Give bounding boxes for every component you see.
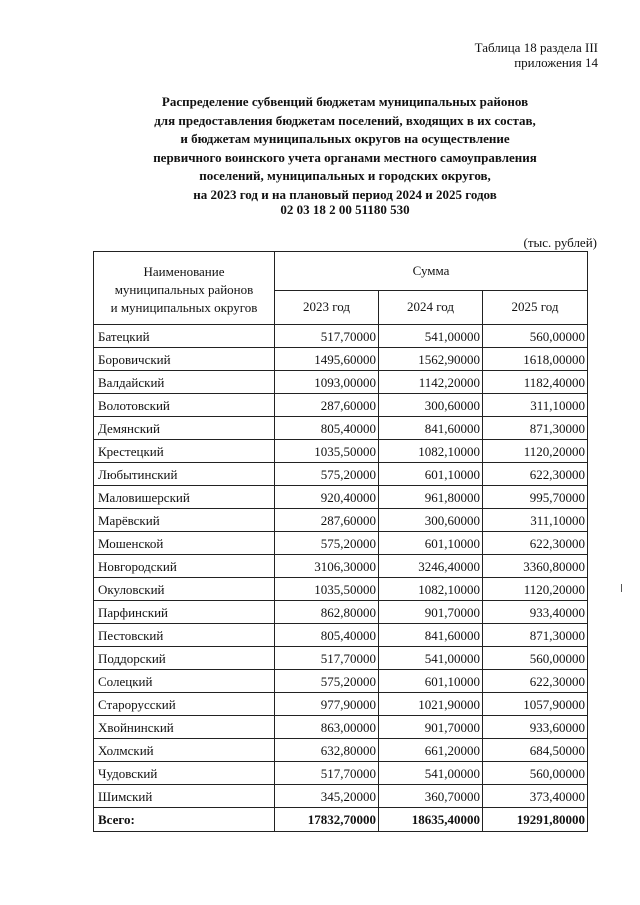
table-row (94, 325, 588, 348)
unit-label: (тыс. рублей) (523, 235, 597, 250)
value-2024: 541,00000 (379, 325, 483, 348)
title-line: и бюджетам муниципальных округов на осуществление (180, 131, 510, 146)
value-2025: 933,40000 (483, 601, 588, 624)
value-2023: 517,70000 (275, 325, 379, 348)
value-2024: 3246,40000 (379, 555, 483, 578)
district-name: Шимский (94, 785, 275, 808)
table-row (94, 624, 588, 647)
district-name: Поддорский (94, 647, 275, 670)
value-2024: 601,10000 (379, 532, 483, 555)
value-2024: 1142,20000 (379, 371, 483, 394)
total-row (94, 808, 588, 832)
value-2024: 300,60000 (379, 394, 483, 417)
year-header-2024: 2024 год (379, 290, 483, 324)
value-2025: 1057,90000 (483, 693, 588, 716)
value-2025: 1182,40000 (483, 371, 588, 394)
sum-column-header: Сумма (275, 252, 588, 291)
district-name: Холмский (94, 739, 275, 762)
value-2024: 541,00000 (379, 762, 483, 785)
value-2023: 805,40000 (275, 624, 379, 647)
table-reference (475, 40, 598, 70)
table-row (94, 371, 588, 394)
value-2023: 805,40000 (275, 417, 379, 440)
value-2023: 517,70000 (275, 647, 379, 670)
value-2025: 933,60000 (483, 716, 588, 739)
value-2025: 871,30000 (483, 417, 588, 440)
value-2024: 1082,10000 (379, 440, 483, 463)
table-row (94, 509, 588, 532)
value-2023: 575,20000 (275, 532, 379, 555)
value-2024: 1021,90000 (379, 693, 483, 716)
year-header-2025: 2025 год (483, 290, 588, 324)
value-2023: 575,20000 (275, 463, 379, 486)
value-2024: 901,70000 (379, 716, 483, 739)
value-2024: 601,10000 (379, 670, 483, 693)
name-header-line: муниципальных районов (114, 282, 254, 297)
value-2023: 575,20000 (275, 670, 379, 693)
value-2024: 541,00000 (379, 647, 483, 670)
table-row (94, 670, 588, 693)
value-2023: 1093,00000 (275, 371, 379, 394)
table-row (94, 762, 588, 785)
name-column-header (94, 252, 275, 325)
total-2025: 19291,80000 (483, 808, 588, 832)
district-name: Старорусский (94, 693, 275, 716)
value-2025: 311,10000 (483, 509, 588, 532)
value-2023: 862,80000 (275, 601, 379, 624)
value-2023: 920,40000 (275, 486, 379, 509)
name-header-line: Наименование (143, 264, 225, 279)
district-name: Марёвский (94, 509, 275, 532)
title-line: первичного воинского учета органами местного самоуправления (153, 149, 537, 165)
title-line: на 2023 год и на плановый период 2024 и 2025 годов (193, 186, 497, 202)
value-2025: 1120,20000 (483, 440, 588, 463)
title-line: поселений, муниципальных и городских округов, (199, 168, 491, 183)
title-line: для предоставления бюджетам поселений, входящих в их состав, (154, 112, 536, 128)
value-2023: 517,70000 (275, 762, 379, 785)
district-name: Мошенской (94, 532, 275, 555)
scan-mark (621, 584, 622, 592)
total-2023: 17832,70000 (275, 808, 379, 832)
value-2025: 3360,80000 (483, 555, 588, 578)
value-2025: 871,30000 (483, 624, 588, 647)
district-name: Пестовский (94, 624, 275, 647)
value-2024: 841,60000 (379, 417, 483, 440)
table-row (94, 716, 588, 739)
value-2023: 1035,50000 (275, 578, 379, 601)
subvention-table (93, 251, 588, 832)
value-2025: 311,10000 (483, 394, 588, 417)
name-header-line: и муниципальных округов (110, 300, 258, 315)
table-row (94, 532, 588, 555)
value-2024: 901,70000 (379, 601, 483, 624)
table-reference-line-1: Таблица 18 раздела III (474, 40, 598, 55)
document-title (95, 93, 595, 204)
value-2023: 977,90000 (275, 693, 379, 716)
table-row (94, 785, 588, 808)
district-name: Парфинский (94, 601, 275, 624)
table-row (94, 348, 588, 371)
value-2025: 1618,00000 (483, 348, 588, 371)
district-name: Хвойнинский (94, 716, 275, 739)
value-2025: 560,00000 (483, 762, 588, 785)
value-2024: 961,80000 (379, 486, 483, 509)
district-name: Боровичский (94, 348, 275, 371)
table-row (94, 647, 588, 670)
value-2025: 995,70000 (483, 486, 588, 509)
table-reference-line-2: приложения 14 (514, 55, 598, 70)
value-2024: 841,60000 (379, 624, 483, 647)
value-2023: 632,80000 (275, 739, 379, 762)
value-2024: 1082,10000 (379, 578, 483, 601)
value-2025: 684,50000 (483, 739, 588, 762)
value-2025: 1120,20000 (483, 578, 588, 601)
total-2024: 18635,40000 (379, 808, 483, 832)
value-2025: 560,00000 (483, 325, 588, 348)
table-row (94, 394, 588, 417)
title-line: Распределение субвенций бюджетам муниципальных районов (161, 94, 529, 109)
value-2024: 1562,90000 (379, 348, 483, 371)
table-row (94, 739, 588, 762)
value-2024: 601,10000 (379, 463, 483, 486)
value-2025: 622,30000 (483, 532, 588, 555)
value-2025: 622,30000 (483, 463, 588, 486)
district-name: Новгородский (94, 555, 275, 578)
total-label: Всего: (94, 808, 275, 832)
value-2024: 300,60000 (379, 509, 483, 532)
value-2024: 360,70000 (379, 785, 483, 808)
district-name: Маловишерский (94, 486, 275, 509)
value-2024: 661,20000 (379, 739, 483, 762)
table-row (94, 693, 588, 716)
table-row (94, 555, 588, 578)
table-row (94, 417, 588, 440)
value-2023: 1495,60000 (275, 348, 379, 371)
table-row (94, 463, 588, 486)
value-2023: 287,60000 (275, 394, 379, 417)
district-name: Солецкий (94, 670, 275, 693)
value-2025: 622,30000 (483, 670, 588, 693)
value-2023: 1035,50000 (275, 440, 379, 463)
value-2023: 287,60000 (275, 509, 379, 532)
district-name: Крестецкий (94, 440, 275, 463)
value-2023: 3106,30000 (275, 555, 379, 578)
value-2023: 345,20000 (275, 785, 379, 808)
budget-code: 02 03 18 2 00 51180 530 (280, 202, 410, 217)
table-row (94, 440, 588, 463)
value-2025: 560,00000 (483, 647, 588, 670)
district-name: Батецкий (94, 325, 275, 348)
table-row (94, 578, 588, 601)
value-2023: 863,00000 (275, 716, 379, 739)
district-name: Волотовский (94, 394, 275, 417)
district-name: Любытинский (94, 463, 275, 486)
value-2025: 373,40000 (483, 785, 588, 808)
district-name: Демянский (94, 417, 275, 440)
district-name: Валдайский (94, 371, 275, 394)
district-name: Окуловский (94, 578, 275, 601)
table-row (94, 486, 588, 509)
table-row (94, 601, 588, 624)
year-header-2023: 2023 год (275, 290, 379, 324)
district-name: Чудовский (94, 762, 275, 785)
